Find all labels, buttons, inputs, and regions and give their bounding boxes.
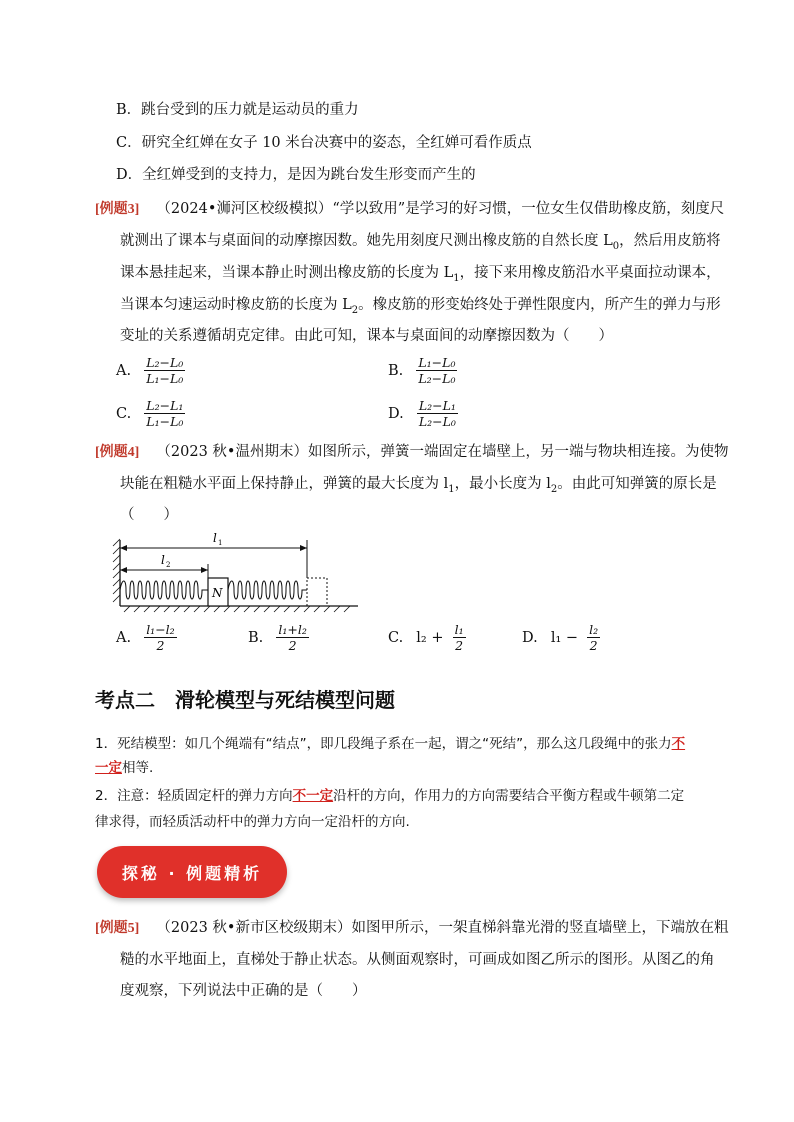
spring-figure: [110, 528, 365, 614]
example3-line5: 变址的关系遵循胡克定律。由此可知，课本与桌面间的动摩擦因数为（ ）: [120, 328, 613, 344]
option-c-text: C．研究全红婵在女子 10 米台决赛中的姿态，全红婵可看作质点: [116, 135, 532, 151]
example3-line4: 当课本匀速运动时橡皮筋的长度为 $L_2$。橡皮筋的形变始终处于弹性限度内，所产生的弹力与形: [120, 297, 721, 316]
example4-option-a[interactable]: A. $\frac{\text{l₁−l₂}}{2}$: [116, 622, 175, 653]
example4-line1: （2023 秋•温州期末）如图所示，弹簧一端固定在墙壁上，另一端与物块相连接。为使物: [156, 444, 729, 460]
banner-label: 探秘 · 例题精析: [121, 863, 263, 883]
example3-line2: 就测出了课本与桌面间的动摩擦因数。她先用刻度尺测出橡皮筋的自然长度 $L_0$，然后用皮筋将: [120, 233, 721, 252]
l1-label: l: [213, 531, 217, 545]
example5-tag: [例题5]: [95, 921, 140, 936]
option-d-text: D．全红婵受到的支持力，是因为跳台发生形变而产生的: [116, 167, 476, 183]
spring-right: [228, 581, 307, 599]
example3-option-c[interactable]: C. $\frac{\text{L₂−L₁}}{\text{L₁−L₀}}$: [116, 398, 184, 429]
example5-line1: （2023 秋•新市区校级期末）如图甲所示，一架直梯斜靠光滑的竖直墙壁上，下端放在粗: [156, 920, 729, 936]
example3-tag: [例题3]: [95, 202, 140, 217]
ground-hatching: [124, 606, 350, 612]
wall-hatching: [113, 539, 120, 602]
example4-line2: 块能在粗糙水平面上保持静止，弹簧的最大长度为 $l_1$，最小长度为 $l_2$。由此可知弹簧的原长是: [120, 476, 717, 495]
example4-option-c[interactable]: C. l₂ + $\frac{\text{l₁}}{2}$: [388, 622, 464, 653]
block-label: N: [212, 586, 223, 600]
example3-block: [95, 198, 724, 219]
example3-line3: 课本悬挂起来，当课本静止时测出橡皮筋的长度为 $L_1$，接下来用橡皮筋沿水平桌面拉动课本，: [120, 265, 721, 284]
dashed-block: [307, 578, 327, 606]
example3-option-b[interactable]: B. $\frac{\text{L₁−L₀}}{\text{L₂−L₀}}$: [388, 355, 456, 386]
section-paragraph-1: 1．死结模型：如几个绳端有“结点”，即几段绳子系在一起，谓之“死结”，那么这几段绳中的张力不: [95, 736, 686, 752]
option-b-text: B．跳台受到的压力就是运动员的重力: [116, 102, 359, 118]
example-analysis-banner: [97, 846, 287, 898]
example4-tag: [例题4]: [95, 445, 140, 460]
section-paragraph-2: 2．注意：轻质固定杆的弹力方向不一定沿杆的方向，作用力的方向需要结合平衡方程或牛顿第二定: [95, 788, 685, 804]
example4-option-b[interactable]: B. $\frac{\text{l₁+l₂}}{2}$: [248, 622, 307, 653]
section-paragraph-1-cont: 一定相等.: [95, 760, 154, 776]
example4-line3: （ ）: [120, 507, 178, 523]
example4-block: [95, 441, 728, 462]
section-paragraph-2-cont: 律求得，而轻质活动杆中的弹力方向一定沿杆的方向.: [95, 814, 410, 830]
example3-option-a[interactable]: A. $\frac{\text{L₂−L₀}}{\text{L₁−L₀}}$: [116, 355, 184, 386]
l2-label: l: [161, 553, 165, 567]
section-title: 考点二 滑轮模型与死结模型问题: [95, 688, 395, 712]
svg-text:1: 1: [218, 539, 223, 547]
svg-text:2: 2: [166, 561, 171, 569]
example5-line3: 度观察，下列说法中正确的是（ ）: [120, 983, 367, 999]
example3-option-d[interactable]: D. $\frac{\text{L₂−L₁}}{\text{L₂−L₀}}$: [388, 398, 456, 429]
example5-line2: 糙的水平地面上，直梯处于静止状态。从侧面观察时，可画成如图乙所示的图形。从图乙的角: [120, 952, 715, 968]
example4-option-d[interactable]: D. l₁ − $\frac{\text{l₂}}{2}$: [522, 622, 599, 653]
example5-block: [95, 917, 728, 938]
spring-left: [120, 581, 208, 599]
example3-line1: （2024•浉河区校级模拟）“学以致用”是学习的好习惯，一位女生仅借助橡皮筋，刻度尺: [156, 201, 725, 217]
